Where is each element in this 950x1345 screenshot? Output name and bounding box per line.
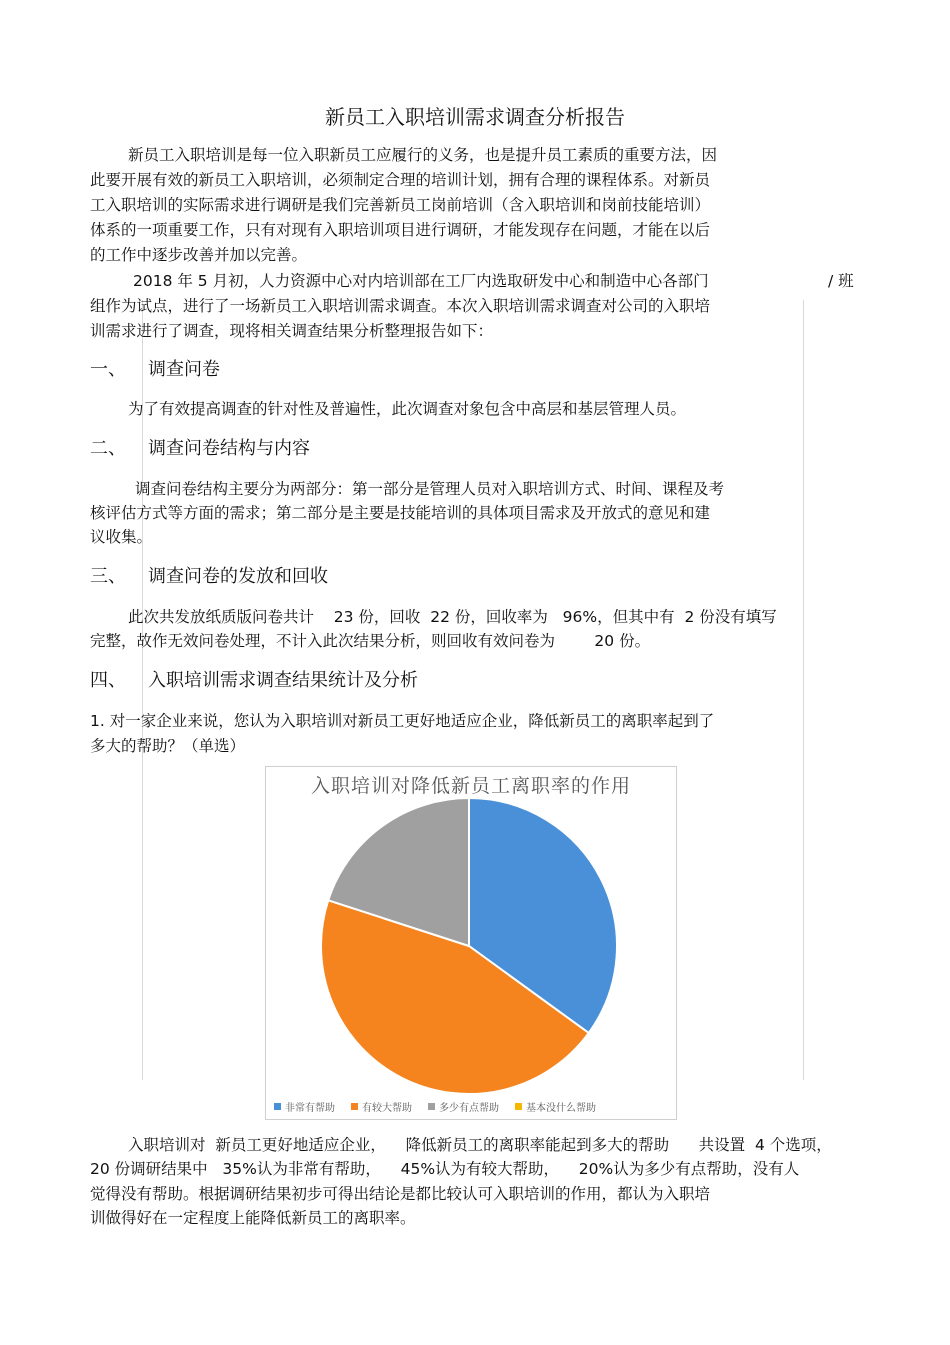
legend-label-3: 多少有点帮助 xyxy=(439,1103,499,1114)
result-line-3: 觉得没有帮助。根据调研结果初步可得出结论是都比较认可入职培训的作用，都认为入职培 xyxy=(90,1185,711,1203)
legend-item-2 xyxy=(351,1099,412,1114)
section-2-line-2: 核评估方式等方面的需求；第二部分是主要是技能培训的具体项目需求及开放式的意见和建 xyxy=(90,504,711,522)
intro-line-1: 新员工入职培训是每一位入职新员工应履行的义务，也是提升员工素质的重要方法，因 xyxy=(128,146,718,164)
section-3-line-1: 此次共发放纸质版问卷共计 23 份，回收 22 份，回收率为 96%，但其中有 2 份没有填写 xyxy=(128,608,777,626)
section-3-line-2: 完整，故作无效问卷处理，不计入此次结果分析，则回收有效问卷为 20 份。 xyxy=(90,632,651,650)
legend-item-1 xyxy=(274,1099,335,1114)
section-3-number: 三、 xyxy=(90,566,126,587)
section-1-number: 一、 xyxy=(90,359,126,380)
legend-label-4: 基本没什么帮助 xyxy=(526,1103,596,1114)
section-2-title: 调查问卷结构与内容 xyxy=(148,438,310,459)
legend-swatch-1 xyxy=(274,1103,281,1110)
section-4-title: 入职培训需求调查结果统计及分析 xyxy=(148,670,418,691)
scan-border-right xyxy=(803,300,804,1080)
result-line-4: 训做得好在一定程度上能降低新员工的离职率。 xyxy=(90,1209,416,1227)
pie-chart-panel xyxy=(265,766,677,1120)
section-2-line-3: 议收集。 xyxy=(90,528,153,546)
p2-line-2: 组作为试点，进行了一场新员工入职培训需求调查。本次入职培训需求调查对公司的入职培 xyxy=(90,297,711,315)
legend-swatch-2 xyxy=(351,1103,358,1110)
intro-line-2: 此要开展有效的新员工入职培训，必须制定合理的培训计划，拥有合理的课程体系。对新员 xyxy=(90,171,711,189)
result-line-2: 20 份调研结果中 35%认为非常有帮助， 45%认为有较大帮助， 20%认为多少有点帮助，没有人 xyxy=(90,1160,800,1178)
intro-line-5: 的工作中逐步改善并加以完善。 xyxy=(90,246,308,264)
chart-title: 入职培训对降低新员工离职率的作用 xyxy=(310,775,631,797)
p2-line-1-tail: / 班 xyxy=(828,272,854,290)
section-3-title: 调查问卷的发放和回收 xyxy=(148,566,328,587)
pie-chart xyxy=(266,767,676,1119)
section-2-line-1: 调查问卷结构主要分为两部分：第一部分是管理人员对入职培训方式、时间、课程及考 xyxy=(135,480,725,498)
legend-item-3 xyxy=(428,1099,499,1114)
question-1-line-1: 1. 对一家企业来说，您认为入职培训对新员工更好地适应企业，降低新员工的离职率起到了 xyxy=(90,712,715,730)
section-1-title: 调查问卷 xyxy=(148,359,220,380)
intro-line-4: 体系的一项重要工作，只有对现有入职培训项目进行调研，才能发现存在问题，才能在以后 xyxy=(90,221,711,239)
chart-legend xyxy=(274,1099,596,1114)
p2-line-3: 训需求进行了调查，现将相关调查结果分析整理报告如下： xyxy=(90,322,494,340)
legend-item-4 xyxy=(515,1099,596,1114)
legend-swatch-4 xyxy=(515,1103,522,1110)
document-title: 新员工入职培训需求调查分析报告 xyxy=(325,105,625,129)
result-line-1: 入职培训对 新员工更好地适应企业， 降低新员工的离职率能起到多大的帮助 共设置 4 个选项， xyxy=(128,1136,832,1154)
section-2-number: 二、 xyxy=(90,438,126,459)
legend-label-1: 非常有帮助 xyxy=(285,1103,335,1114)
question-1-line-2: 多大的帮助？（单选） xyxy=(90,737,246,755)
intro-line-3: 工入职培训的实际需求进行调研是我们完善新员工岗前培训（含入职培训和岗前技能培训） xyxy=(90,196,711,214)
legend-label-2: 有较大帮助 xyxy=(362,1103,412,1114)
section-4-number: 四、 xyxy=(90,670,126,691)
section-1-text: 为了有效提高调查的针对性及普遍性，此次调查对象包含中高层和基层管理人员。 xyxy=(128,400,687,418)
p2-line-1: 2018 年 5 月初，人力资源中心对内培训部在工厂内选取研发中心和制造中心各部门 xyxy=(133,272,709,290)
legend-swatch-3 xyxy=(428,1103,435,1110)
